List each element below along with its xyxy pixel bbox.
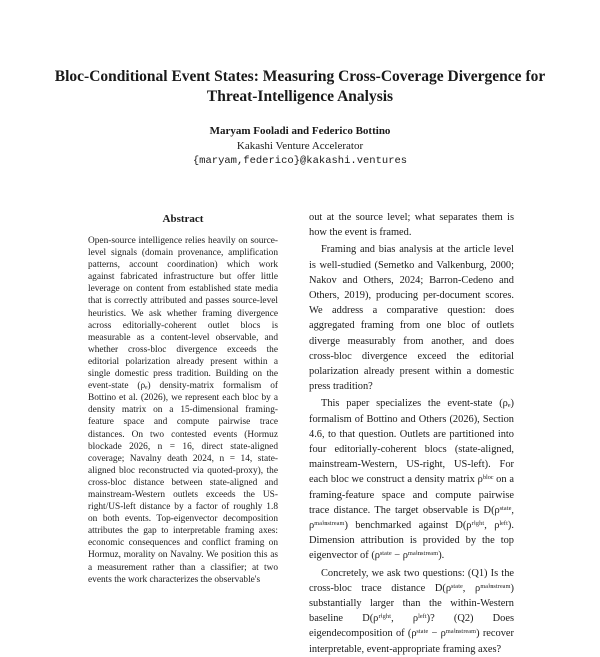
body-right-column [309,210,514,657]
paper-title: Bloc-Conditional Event States: Measuring Cross-Coverage Divergence for Threat-Intelligence Analysis [54,68,546,105]
abstract-text: Open-source intelligence relies heavily on source-level signals (domain provenance, amplification patterns, account coordination) which work against fabricated infrastructure but offer little leverage on content from established state media that is correctly attributed and passes source-level heuristics. We ask whether framing divergence across editorially-coherent outlet blocs is measurable as a content-level observable, and whether cross-bloc divergence exceeds the editorial polarization already present within a single domestic press tradition. Building on the event-state (ρₑ) density-matrix formalism of Bottino et al. (2026), we represent each bloc by a density matrix on a 15-dimensional framing-feature space and compute pairwise trace distances. On two contested events (Hormuz blockade 2026, n = 16, direct state-aligned coverage; Navalny death 2024, n = 14, state-aligned bloc reconstructed via quoted-proxy), the cross-bloc distance between state-aligned and mainstream-Western outlets exceeds the US-right/US-left distance by a factor of roughly 1.8 on both events. Top-eigenvector decomposition attributes the gap to interpretable framing axes: economic consequences and conflict framing on Hormuz, morality on Navalny. We position this as a measurement rather than a classifier; at two events the work characterizes the observable's [88,236,278,585]
body-paragraph-framing: Framing and bias analysis at the article level is well-studied (Semetko and Valkenburg, 2000; Nakov and Others, 2024; Barron-Cedeno and Others, 2019), producing per-document scores. We address a comparative question: does aggregated framing from one bloc of outlets diverge measurably from another, and does cross-bloc divergence exceed the editorial polarization already present within a domestic press tradition? [309,244,514,393]
author-email: {maryam,federico}@kakashi.ventures [192,155,408,167]
body-paragraph-questions: Concretely, we ask two questions: (Q1) Is the cross-bloc trace distance D(ρˢᵗᵃᵗᵉ, ρᵐᵃⁱⁿˢᵗʳᵉᵃᵐ) substantially larger than the within-Western baseline D(ρʳⁱᵍʰᵗ, ρˡᵉᶠᵗ)? (Q2) Does eigendecomposition of (ρˢᵗᵃᵗᵉ − ρᵐᵃⁱⁿˢᵗʳᵉᵃᵐ) recover interpretable, event-appropriate framing axes? [309,567,514,655]
affiliation: Kakashi Venture Accelerator [236,140,364,152]
body-paragraph-continued: out at the source level; what separates them is how the event is framed. [309,212,514,239]
body-paragraph-formalism: This paper specializes the event-state (ρₑ) formalism of Bottino and Others (2026), Section 4.6, to that question. Outlets are partitioned into four editorially-coherent blocs (state-aligned, mainstream-Western, US-right, US-left). For each bloc we construct a density matrix ρᵇˡᵒᶜ on a framing-feature space and compute pairwise trace distance. The target observable is D(ρˢᵗᵃᵗᵉ, ρᵐᵃⁱⁿˢᵗʳᵉᵃᵐ) benchmarked against D(ρʳⁱᵍʰᵗ, ρˡᵉᶠᵗ). Dimension attribution is provided by the top eigenvector of (ρˢᵗᵃᵗᵉ − ρᵐᵃⁱⁿˢᵗʳᵉᵃᵐ). [309,398,514,562]
author-names: Maryam Fooladi and Federico Bottino [209,125,391,137]
abstract-heading: Abstract [162,213,204,225]
